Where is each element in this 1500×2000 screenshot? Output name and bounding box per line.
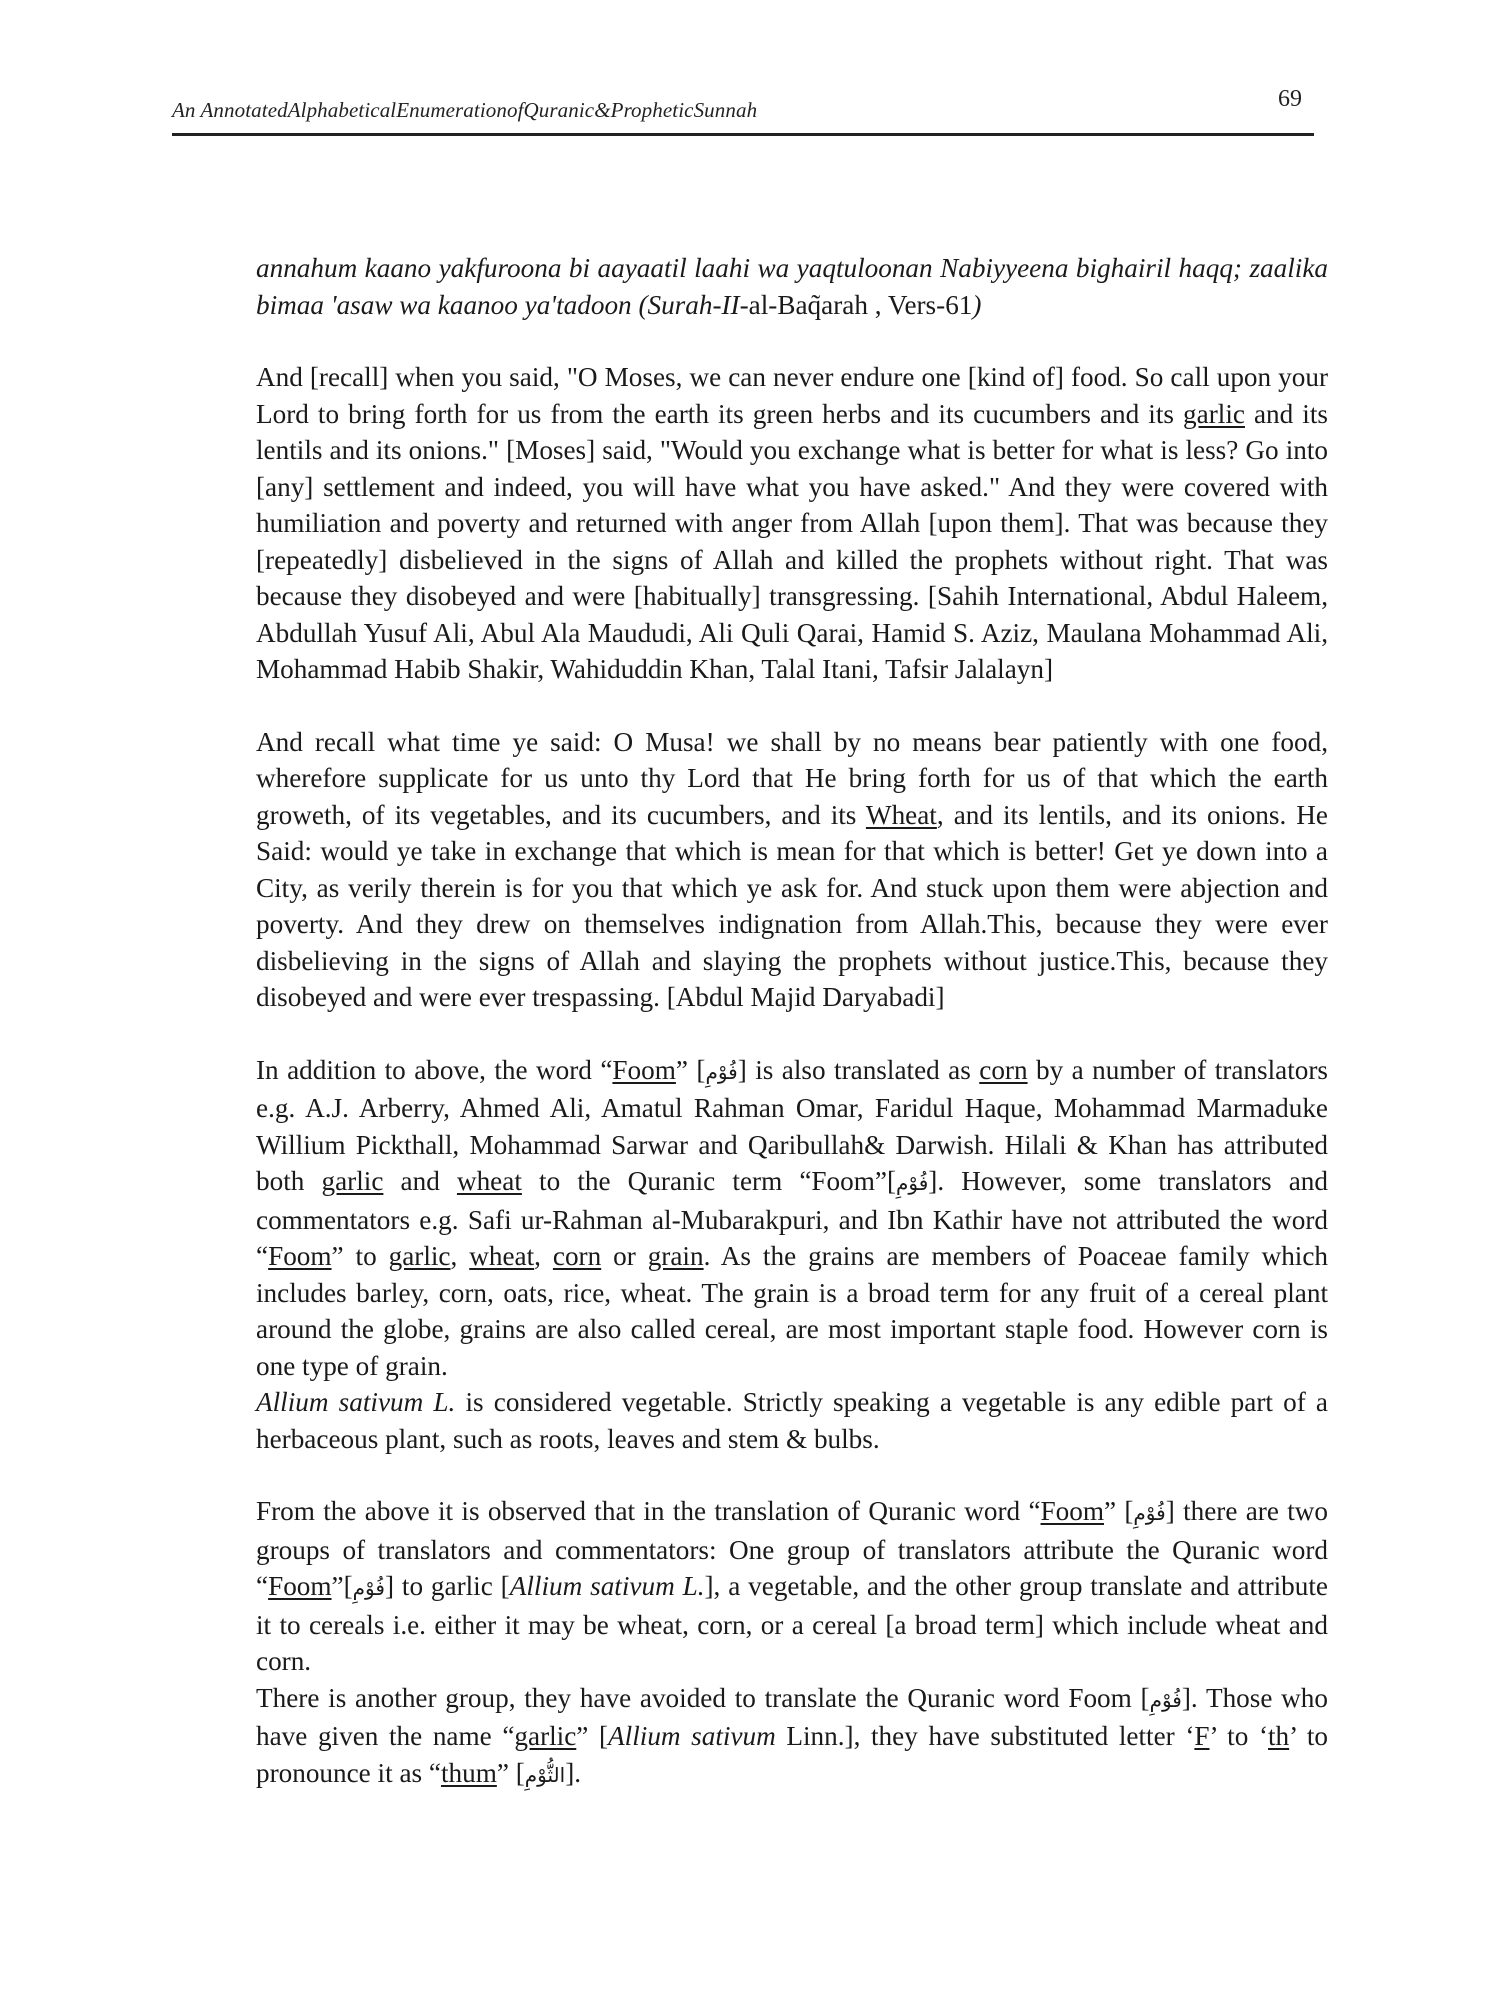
p5-s1: From the above it is observed that in the translation of Quranic word “ [256, 1496, 1041, 1526]
p6-s7: ” [ [496, 1757, 525, 1788]
p3-s4: by a number of translators e.g. A.J. Arberry, Ahmed Ali, Amatul Rahman Omar, Faridul Haque, Mohammad Marmaduke Willium Pickthall, Mohammad Sarwar and Qaribullah& Darwish. Hilali & Khan has attributed both [256, 1054, 1328, 1196]
surah-ref-rest: al-Baq̃arah , Vers-61 [748, 289, 973, 320]
p3-s6: to the Quranic term “Foom”[ [521, 1166, 897, 1196]
header-rule [172, 133, 1314, 136]
translation-paragraph-1 [256, 359, 1328, 688]
term-grain: grain [647, 1241, 704, 1271]
term-garlic: garlic [321, 1166, 384, 1196]
p4-rest: is considered vegetable. Strictly speaking a vegetable is any edible part of a herbaceous plant, such as roots, leaves and stem & bulbs. [256, 1387, 1328, 1454]
p3-s9: , [450, 1241, 470, 1271]
term-wheat: wheat [469, 1241, 535, 1271]
term-thum: thum [440, 1757, 497, 1788]
p6-s4: Linn.], they have substituted letter ‘ [775, 1721, 1195, 1751]
surah-ref-open: (Surah-II- [638, 289, 749, 320]
arabic-foom: فُوْمِ [1133, 1501, 1166, 1525]
translation-2-text-a: And recall what time ye said: O Musa! we shall by no means bear patiently with one food, wherefore supplicate for us unto thy Lord that He bring forth for us of that which the earth groweth, of its vegetables, and its cucumbers, and its [256, 726, 1328, 830]
p5-s4: ”[ [331, 1571, 353, 1601]
p5-s2: ” [ [1103, 1496, 1134, 1526]
p5-s5: ] to garlic [ [384, 1571, 510, 1601]
term-wheat: wheat [456, 1166, 522, 1196]
running-title: An AnnotatedAlphabeticalEnumerationofQuranic&PropheticSunnah [172, 98, 758, 122]
p3-s8: ” to [331, 1241, 389, 1271]
arabic-foom: فُوْمِ [705, 1059, 738, 1084]
p3-s1: In addition to above, the word “ [256, 1054, 613, 1085]
term-foom: Foom [268, 1571, 332, 1601]
p3-s3: ] is also translated as [737, 1054, 980, 1085]
term-garlic: garlic [1183, 398, 1245, 429]
thum-paragraph [256, 1680, 1328, 1794]
p6-s1: There is another group, they have avoided to translate the Quranic word Foom [ [256, 1682, 1150, 1713]
term-wheat: Wheat [865, 799, 937, 830]
latin-name: Allium sativum L. [256, 1387, 456, 1417]
letter-f: F [1194, 1721, 1210, 1751]
arabic-foom: فُوْمِ [1149, 1687, 1182, 1712]
latin-name: Allium sativum [608, 1721, 776, 1751]
p6-s8: ]. [565, 1757, 582, 1788]
transliteration-text: annahum kaano yakfuroona bi aayaatil laahi wa yaqtuloonan Nabiyyeena bighairil haqq; zaalika bimaa 'asaw wa kaanoo ya'tadoon [256, 253, 1328, 320]
translation-paragraph-2 [256, 724, 1328, 1016]
p3-s7: ]. However, some translators and commentators e.g. Safi ur-Rahman al-Mubarakpuri, and Ibn Kathir have not attributed the word “ [256, 1166, 1328, 1271]
body-text [256, 250, 1328, 1793]
letters-th: th [1268, 1721, 1290, 1751]
term-garlic: garlic [514, 1721, 577, 1751]
p5-s6: ], a vegetable, and the other group translate and attribute it to cereals i.e. either it may be wheat, corn, or a cereal [a broad term] which include wheat and corn. [256, 1571, 1328, 1676]
p5-s3: ] there are two groups of translators and commentators: One group of translators attribute the Quranic word “ [256, 1496, 1328, 1601]
term-corn: corn [552, 1241, 602, 1271]
p3-s10: , [534, 1241, 553, 1271]
term-garlic: garlic [388, 1241, 451, 1271]
term-foom: Foom [612, 1054, 676, 1085]
arabic-foom: فُوْمِ [352, 1576, 385, 1600]
p3-s2: ” [ [675, 1054, 706, 1085]
p3-s12: . As the grains are members of Poaceae family which includes barley, corn, oats, rice, wheat. The grain is a broad term for any fruit of a cereal plant around the globe, grains are also called cereal, are most important staple food. However corn is one type of grain. [256, 1241, 1329, 1381]
foom-discussion-paragraph [256, 1052, 1328, 1385]
arabic-foom: فُوْمِ [896, 1171, 929, 1195]
p6-s2: ]. Those who have given the name “ [256, 1682, 1328, 1751]
p6-s6: ’ to pronounce it as “ [256, 1721, 1328, 1788]
term-foom: Foom [268, 1241, 332, 1271]
groups-paragraph [256, 1493, 1328, 1680]
term-corn: corn [979, 1054, 1028, 1085]
allium-paragraph [256, 1384, 1328, 1457]
latin-name: Allium sativum L. [509, 1571, 705, 1601]
term-foom: Foom [1040, 1496, 1104, 1526]
translation-2-text-b: , and its lentils, and its onions. He Said: would ye take in exchange that which is mean for that which is better! Get ye down into a City, as verily therein is for you that which ye ask for. And stuck upon them were abjection and poverty. And they drew on themselves indignation from Allah.This, because they were ever disbelieving in the signs of Allah and slaying the prophets without justice.This, because they disobeyed and were ever trespassing. [Abdul Majid Daryabadi] [256, 799, 1328, 1012]
page-number: 69 [1278, 86, 1302, 112]
p6-s5: ’ to ‘ [1209, 1721, 1268, 1751]
verse-transliteration [256, 250, 1328, 323]
translation-1-text-b: and its lentils and its onions." [Moses] said, "Would you exchange what is better for what is less? Go into [any] settlement and indeed, you will have what you have asked." And they were covered with humiliation and poverty and returned with anger from Allah [upon them]. That was because they [repeatedly] disbelieved in the signs of Allah and killed the prophets without right. That was because they disobeyed and were [habitually] transgressing. [Sahih International, Abdul Haleem, Abdullah Yusuf Ali, Abul Ala Maududi, Ali Quli Qarai, Hamid S. Aziz, Maulana Mohammad Ali, Mohammad Habib Shakir, Wahiduddin Khan, Talal Itani, Tafsir Jalalayn] [256, 398, 1328, 684]
arabic-thum: الثُّوْمِ [524, 1762, 566, 1787]
translation-1-text-a: And [recall] when you said, "O Moses, we can never endure one [kind of] food. So call upon your Lord to bring forth for us from the earth its green herbs and its cucumbers and its [256, 362, 1328, 429]
p3-s11: or [601, 1241, 648, 1271]
surah-ref-close: ) [972, 289, 982, 320]
p6-s3: ” [ [576, 1721, 609, 1751]
p3-s5: and [383, 1166, 457, 1196]
